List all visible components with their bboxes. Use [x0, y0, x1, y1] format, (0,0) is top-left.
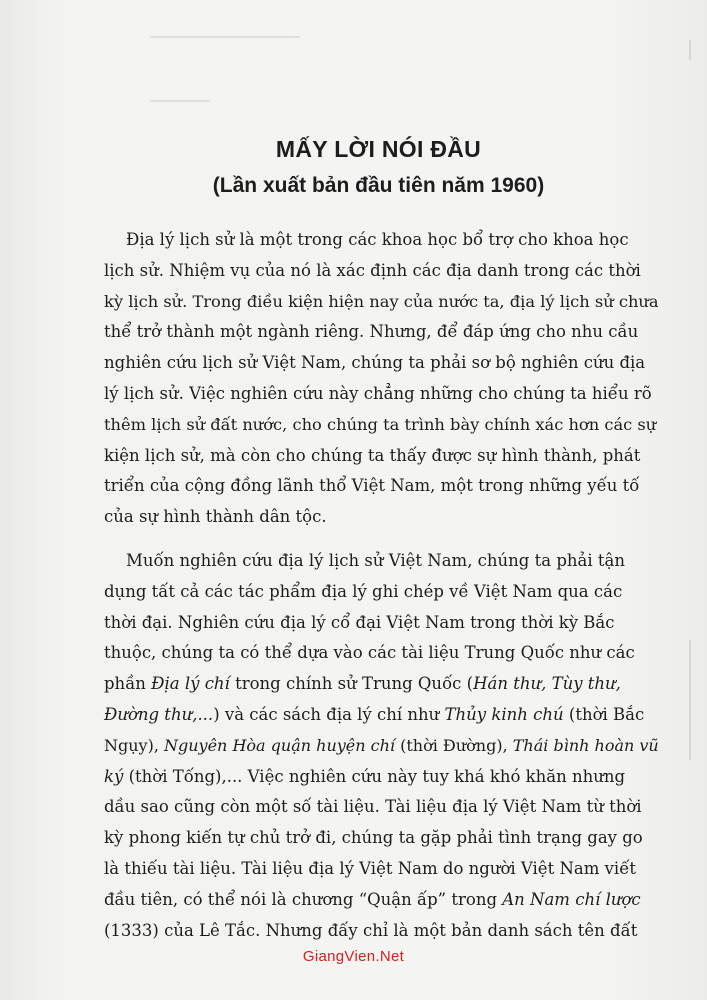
- text-line: [104, 731, 659, 762]
- text-run: là thiếu tài liệu. Tài liệu địa lý Việt Nam do người Việt Nam viết: [104, 858, 636, 878]
- text-run: thuộc, chúng ta có thể dựa vào các tài liệu Trung Quốc như các: [104, 643, 635, 663]
- text-line: [104, 792, 659, 823]
- text-run: ) và các sách địa lý chí như: [213, 704, 445, 724]
- text-run: trong chính sử Trung Quốc (: [229, 674, 474, 694]
- italic-title: Nguyên Hòa quận huyện chí: [164, 735, 396, 755]
- text-run: (1333) của Lê Tắc. Nhưng đấy chỉ là một bản danh sách tên đất: [104, 920, 638, 940]
- text-line: nghiên cứu lịch sử Việt Nam, chúng ta phải sơ bộ nghiên cứu địa: [104, 353, 646, 373]
- italic-title: Thủy kinh chú: [444, 704, 564, 724]
- text-line: thể trở thành một ngành riêng. Nhưng, để đáp ứng cho nhu cầu: [104, 322, 639, 342]
- watermark-text: GiangVien.Net: [302, 948, 405, 965]
- text-line: kỳ lịch sử. Trong điều kiện hiện nay của nước ta, địa lý lịch sử chưa: [104, 291, 659, 311]
- page-edge-mark: [689, 40, 691, 60]
- italic-title: Thái bình hoàn vũ: [512, 735, 659, 755]
- text-line: [104, 885, 659, 916]
- italic-title: Đường thư,...: [104, 704, 214, 724]
- text-run: (thời Đường),: [395, 735, 513, 755]
- text-line: [104, 823, 659, 854]
- text-run: kỳ phong kiến tự chủ trở đi, chúng ta gặp phải tình trạng gay go: [104, 828, 643, 848]
- text-run: (thời Tống),... Việc nghiên cứu này tuy khá khó khăn nhưng: [123, 766, 626, 786]
- text-run: dầu sao cũng còn một số tài liệu. Tài liệu địa lý Việt Nam từ thời: [104, 797, 642, 817]
- text-line: [104, 638, 659, 669]
- text-line: thêm lịch sử đất nước, cho chúng ta trình bày chính xác hơn các sự: [104, 414, 657, 434]
- italic-title: Hán thư, Tùy thư,: [473, 674, 621, 694]
- text-run: phần: [104, 674, 152, 694]
- paragraph-1: [104, 225, 659, 533]
- text-line: kiện lịch sử, mà còn cho chúng ta thấy được sự hình thành, phát: [104, 445, 641, 465]
- paragraph-2: [104, 546, 659, 946]
- italic-title: ký: [104, 766, 124, 786]
- text-line: của sự hình thành dân tộc.: [104, 507, 327, 527]
- text-run: (thời Bắc: [563, 704, 645, 724]
- text-line: [104, 577, 659, 608]
- text-line: [104, 700, 659, 731]
- bleed-through-line: [150, 36, 300, 38]
- italic-title: An Nam chí lược: [502, 889, 641, 909]
- text-line: [104, 916, 659, 947]
- text-line: [104, 854, 659, 885]
- text-run: Ngụy),: [104, 735, 164, 755]
- text-run: dụng tất cả các tác phẩm địa lý ghi chép về Việt Nam qua các: [104, 581, 623, 601]
- text-line: [104, 546, 659, 577]
- chapter-title: MẤY LỜI NÓI ĐẦU: [275, 136, 482, 162]
- text-line: [104, 608, 659, 639]
- text-line: Địa lý lịch sử là một trong các khoa học bổ trợ cho khoa học: [126, 230, 629, 249]
- text-line: lý lịch sử. Việc nghiên cứu này chẳng những cho chúng ta hiểu rõ: [104, 383, 652, 403]
- page-edge-mark: [689, 640, 691, 760]
- text-line: [104, 762, 659, 793]
- italic-title: Địa lý chí: [151, 674, 230, 694]
- text-line: lịch sử. Nhiệm vụ của nó là xác định các địa danh trong các thời: [104, 260, 641, 280]
- text-line: [104, 669, 659, 700]
- bleed-through-line: [150, 100, 210, 102]
- text-run: Muốn nghiên cứu địa lý lịch sử Việt Nam, chúng ta phải tận: [126, 551, 625, 570]
- chapter-subtitle: (Lần xuất bản đầu tiên năm 1960): [212, 174, 545, 197]
- text-line: triển của cộng đồng lãnh thổ Việt Nam, một trong những yếu tố: [104, 476, 640, 496]
- text-run: thời đại. Nghiên cứu địa lý cổ đại Việt Nam trong thời kỳ Bắc: [104, 612, 615, 632]
- text-run: đầu tiên, có thể nói là chương “Quận ấp” trong: [104, 889, 503, 909]
